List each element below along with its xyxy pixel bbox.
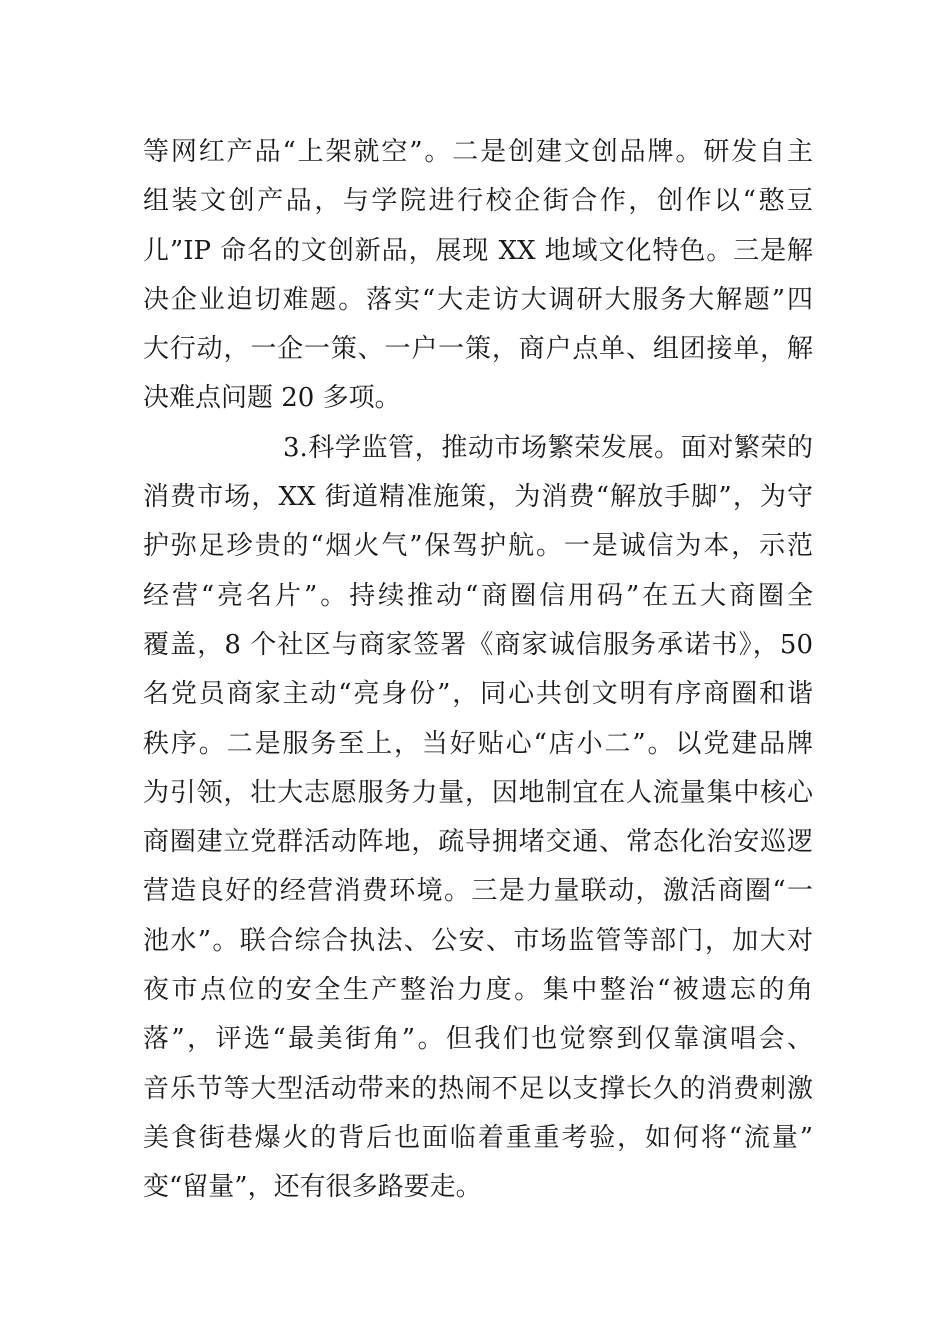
text-line-2: 组装文创产品，与学院进行校企街合作，创作以“憨豆 [143, 186, 813, 217]
text-line-3: 儿”IP 命名的文创新品，展现 XX 地域文化特色。三是解 [143, 235, 813, 266]
text-line-15: 商圈建立党群活动阵地，疏导拥堵交通、常态化治安巡逻 [143, 827, 813, 858]
text-line-21: 美食街巷爆火的背后也面临着重重考验，如何将“流量” [143, 1122, 813, 1153]
text-line-6: 决难点问题 20 多项。 [143, 383, 401, 414]
text-line-11: 覆盖，8 个社区与商家签署《商家诚信服务承诺书》，50 [143, 629, 813, 660]
text-line-12: 名党员商家主动“亮身份”，同心共创文明有序商圈和谐 [143, 679, 813, 710]
text-line-16: 营造良好的经营消费环境。三是力量联动，激活商圈“一 [143, 876, 813, 907]
text-line-9: 护弥足珍贵的“烟火气”保驾护航。一是诚信为本，示范 [143, 531, 813, 562]
text-line-17: 池水”。联合综合执法、公安、市场监管等部门，加大对 [143, 925, 813, 956]
text-line-4: 决企业迫切难题。落实“大走访大调研大服务大解题”四 [143, 284, 813, 315]
body-text [143, 128, 813, 1213]
text-line-19: 落”，评选“最美街角”。但我们也觉察到仅靠演唱会、 [143, 1024, 813, 1055]
text-line-20: 音乐节等大型活动带来的热闹不足以支撑长久的消费刺激 [143, 1073, 813, 1104]
text-line-8: 消费市场，XX 街道精准施策，为消费“解放手脚”，为守 [143, 482, 813, 513]
text-line-22: 变“留量”，还有很多路要走。 [143, 1172, 482, 1203]
text-line-14: 为引领，壮大志愿服务力量，因地制宜在人流量集中核心 [143, 777, 813, 808]
text-line-10: 经营“亮名片”。持续推动“商圈信用码”在五大商圈全 [143, 580, 813, 611]
text-line-1: 等网红产品“上架就空”。二是创建文创品牌。研发自主 [143, 137, 813, 167]
text-line-18: 夜市点位的安全生产整治力度。集中整治“被遗忘的角 [143, 975, 813, 1006]
text-line-5: 大行动，一企一策、一户一策，商户点单、组团接单，解 [143, 334, 813, 365]
text-line-13: 秩序。二是服务至上，当好贴心“店小二”。以党建品牌 [143, 728, 813, 759]
section-heading-line: 3.科学监管，推动市场繁荣发展。面对繁荣的 [283, 432, 813, 463]
